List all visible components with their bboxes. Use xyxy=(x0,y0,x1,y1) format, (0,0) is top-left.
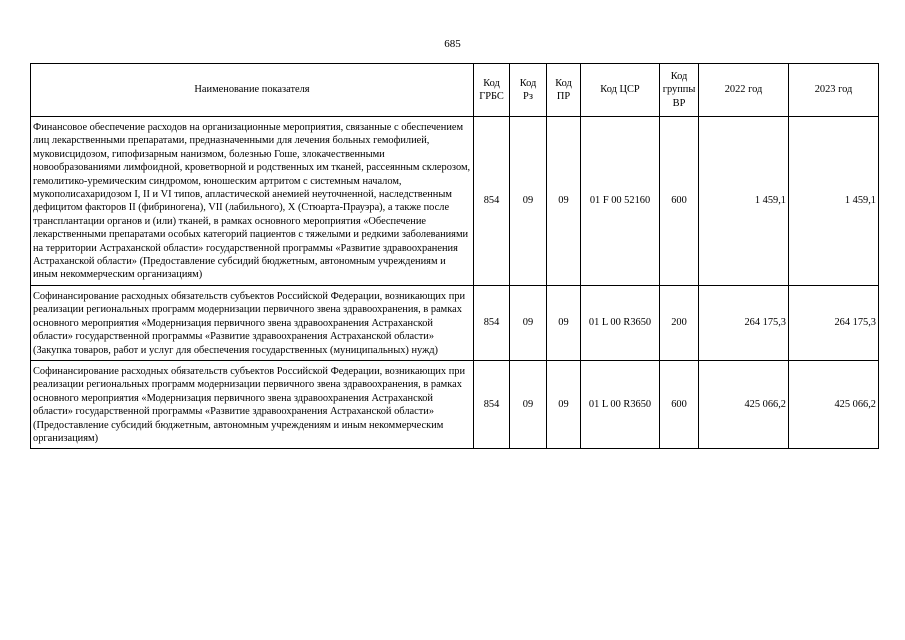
row-rz: 09 xyxy=(510,285,547,360)
table-row xyxy=(31,117,879,286)
row-grbs: 854 xyxy=(474,117,510,286)
row-2022: 264 175,3 xyxy=(699,285,789,360)
row-vr: 200 xyxy=(660,285,699,360)
row-2023: 1 459,1 xyxy=(789,117,879,286)
budget-table xyxy=(30,63,879,449)
row-2022: 425 066,2 xyxy=(699,360,789,448)
table-header-row xyxy=(31,64,879,117)
row-2022: 1 459,1 xyxy=(699,117,789,286)
row-pr: 09 xyxy=(547,117,581,286)
row-vr: 600 xyxy=(660,360,699,448)
row-2023: 264 175,3 xyxy=(789,285,879,360)
row-vr: 600 xyxy=(660,117,699,286)
row-csr: 01 L 00 R3650 xyxy=(581,285,660,360)
row-csr: 01 L 00 R3650 xyxy=(581,360,660,448)
header-vr: Код группы ВР xyxy=(660,64,699,117)
row-pr: 09 xyxy=(547,285,581,360)
row-csr: 01 F 00 52160 xyxy=(581,117,660,286)
row-2023: 425 066,2 xyxy=(789,360,879,448)
header-csr: Код ЦСР xyxy=(581,64,660,117)
row-name: Финансовое обеспечение расходов на организационные мероприятия, связанные с обеспечением лиц лекарственными препаратами, предназначенными для лечения больных гемофилией, муковисцидозом, гипофизарным нанизмом, болезнью Гоше, злокачественными новообразованиями лимфоидной, кроветворной и родственных им тканей, рассеянным склерозом, гемолитико-уремическим синдромом, юношеским артритом с системным началом, мукополисахаридозом I, II и VI типов, апластической анемией неуточненной, наследственным дефицитом факторов II (фибриногена), VII (лабильного), X (Стюарта-Прауэра), а также после трансплантации органов и (или) тканей, в рамках основного мероприятия «Обеспечение лекарственными препаратами особых категорий пациентов с тяжелыми и редкими заболеваниями на территории Астраханской области» государственной программы «Развитие здравоохранения Астраханской области» (Предоставление субсидий бюджетным, автономным учреждениям и иным некоммерческим организациям) xyxy=(31,117,474,286)
header-2022: 2022 год xyxy=(699,64,789,117)
table-row xyxy=(31,360,879,448)
row-name: Софинансирование расходных обязательств субъектов Российской Федерации, возникающих при реализации региональных программ модернизации первичного звена здравоохранения, в рамках основного мероприятия «Модернизация первичного звена здравоохранения Астраханской области» государственной программы «Развитие здравоохранения Астраханской области» (Закупка товаров, работ и услуг для обеспечения государственных (муниципальных) нужд) xyxy=(31,285,474,360)
row-rz: 09 xyxy=(510,117,547,286)
header-2023: 2023 год xyxy=(789,64,879,117)
row-pr: 09 xyxy=(547,360,581,448)
row-grbs: 854 xyxy=(474,360,510,448)
header-pr: Код ПР xyxy=(547,64,581,117)
table-row xyxy=(31,285,879,360)
row-grbs: 854 xyxy=(474,285,510,360)
row-name: Софинансирование расходных обязательств субъектов Российской Федерации, возникающих при реализации региональных программ модернизации первичного звена здравоохранения, в рамках основного мероприятия «Модернизация первичного звена здравоохранения Астраханской области» государственной программы «Развитие здравоохранения Астраханской области» (Предоставление субсидий бюджетным, автономным учреждениям и иным некоммерческим организациям) xyxy=(31,360,474,448)
header-rz: Код Рз xyxy=(510,64,547,117)
row-rz: 09 xyxy=(510,360,547,448)
page-number: 685 xyxy=(444,38,461,50)
header-grbs: Код ГРБС xyxy=(474,64,510,117)
header-name: Наименование показателя xyxy=(31,64,474,117)
